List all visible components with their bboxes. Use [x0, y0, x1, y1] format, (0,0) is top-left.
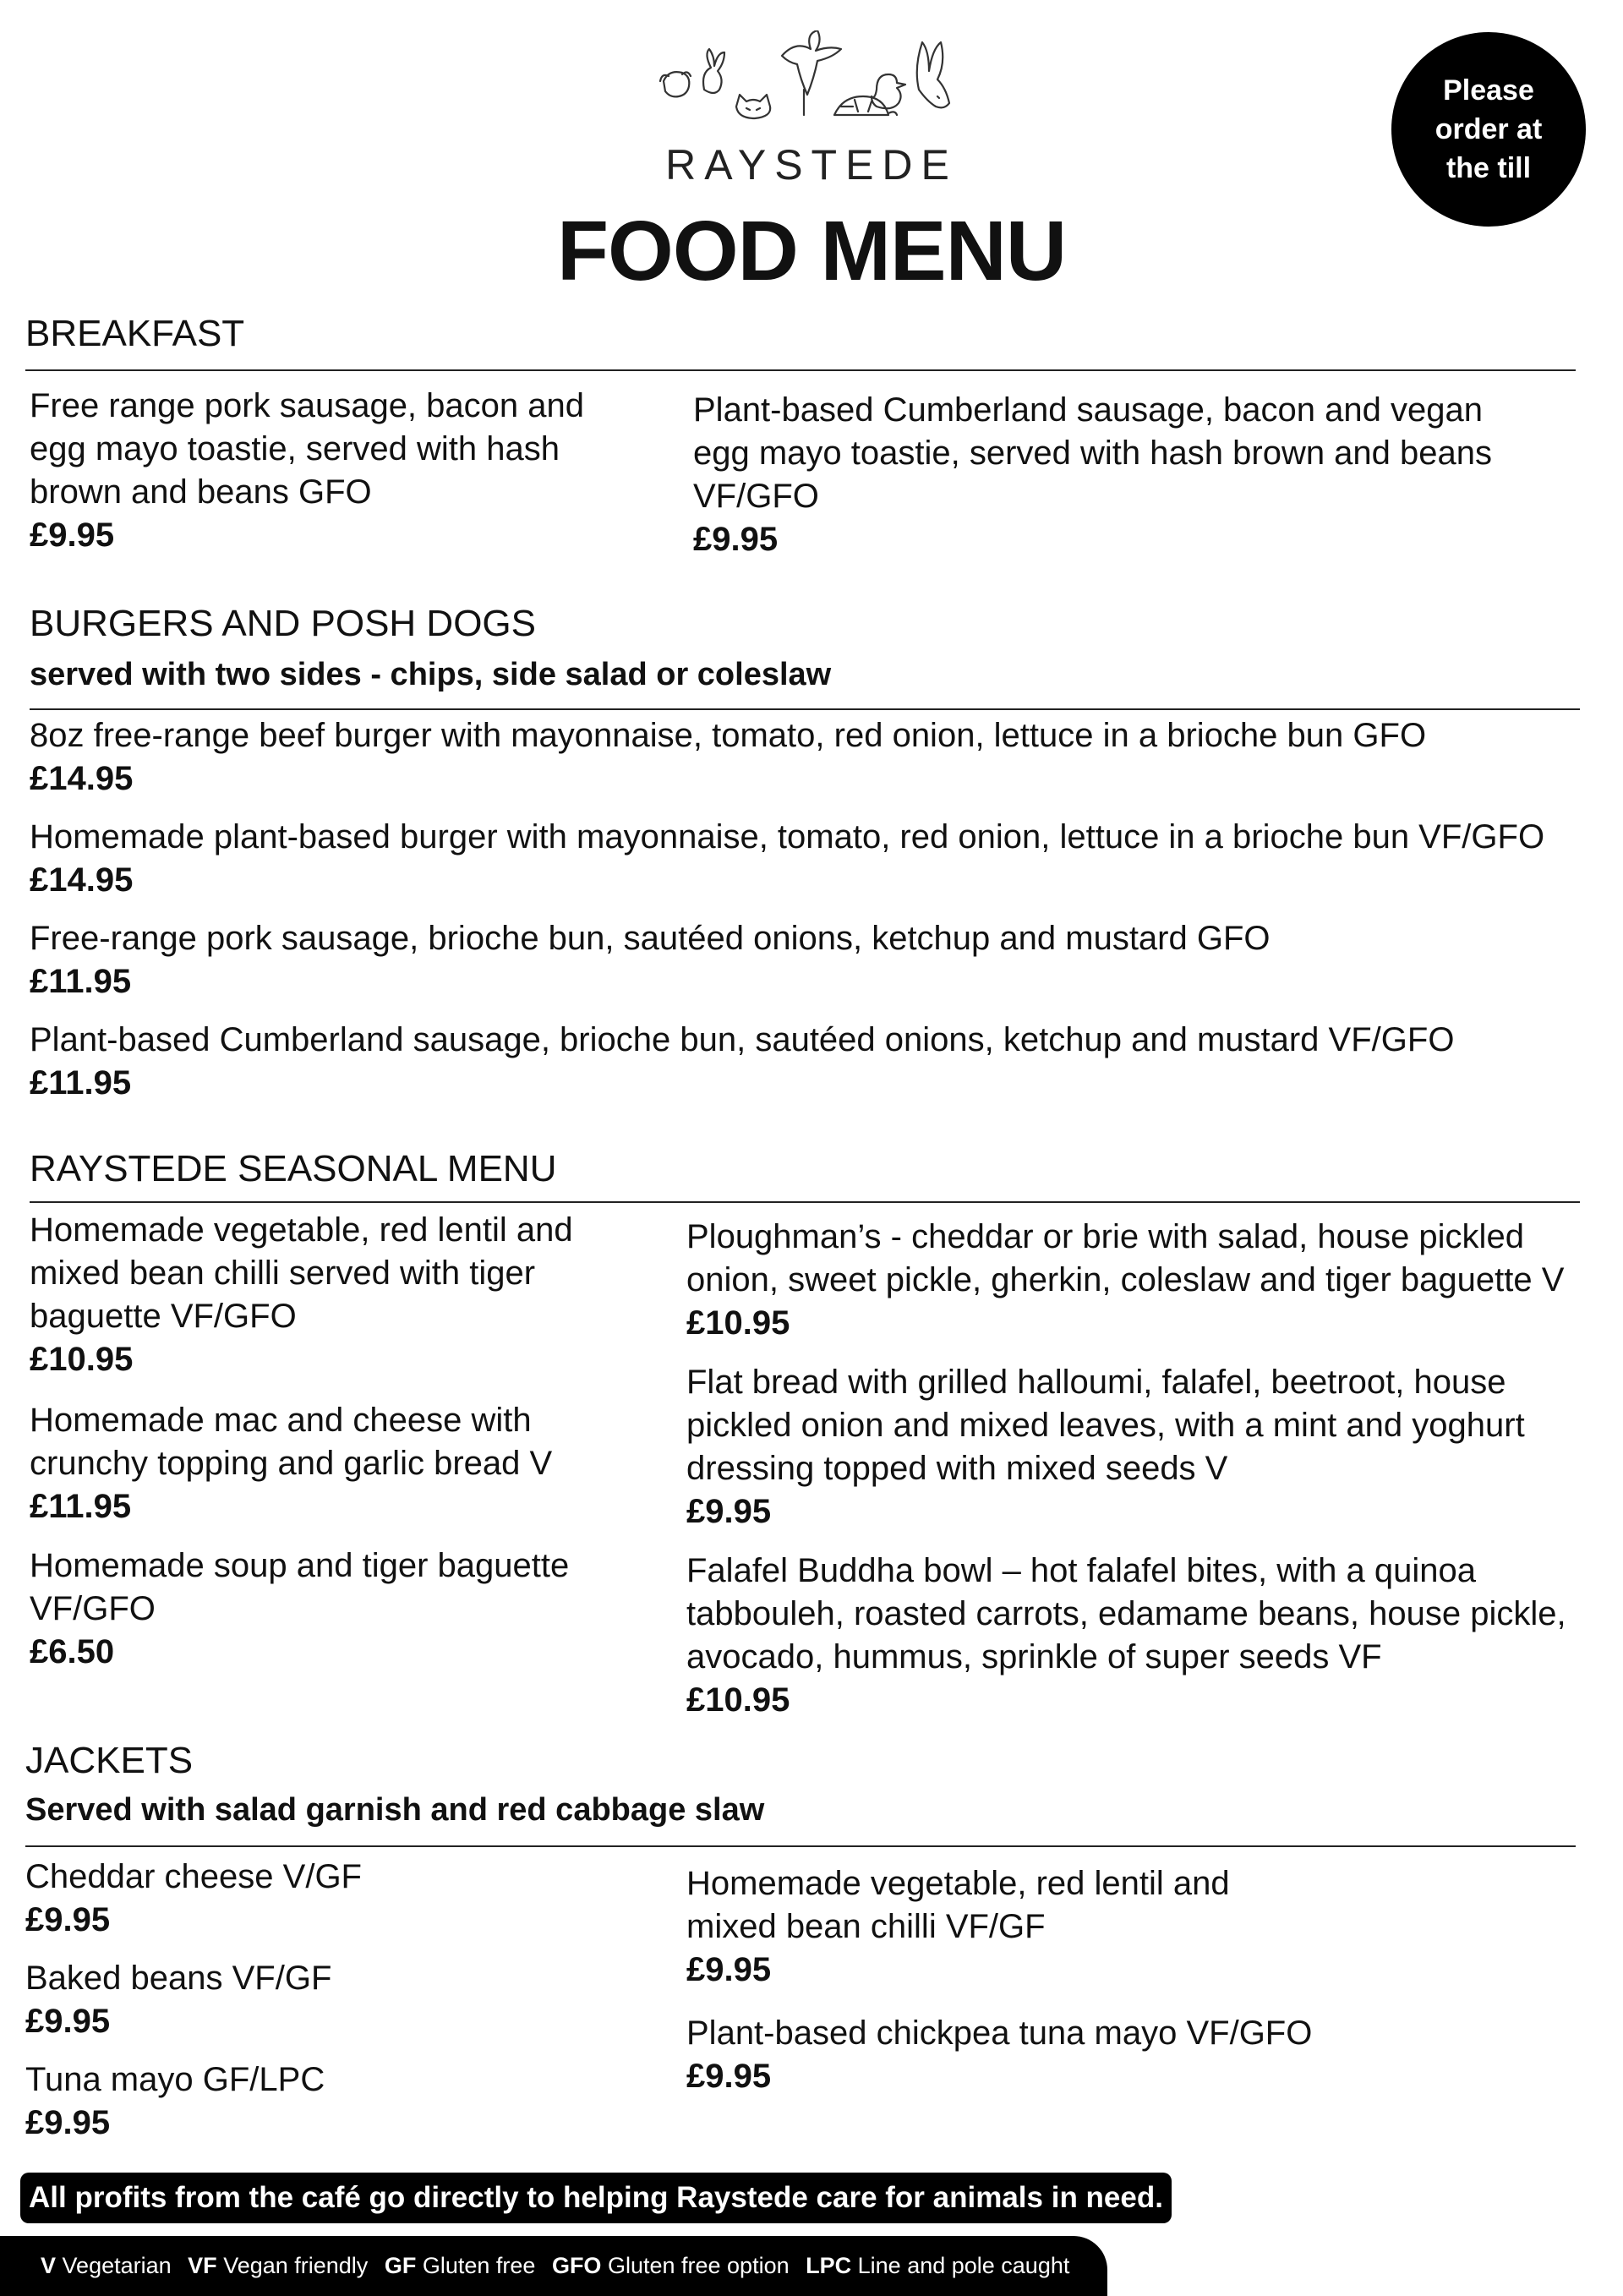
item-price: £10.95 [686, 1681, 790, 1719]
menu-item [30, 1544, 638, 1673]
menu-item [25, 2058, 634, 2144]
item-price: £9.95 [686, 1493, 772, 1530]
legend-label: Vegan friendly [223, 2253, 369, 2278]
menu-item [686, 2012, 1532, 2097]
item-price: £14.95 [30, 760, 134, 797]
item-price: £10.95 [686, 1304, 790, 1342]
legend-key: VF [188, 2253, 217, 2278]
item-price: £11.95 [30, 963, 132, 1000]
item-description: Free range pork sausage, bacon and egg mayo toastie, served with hash brown and beans GFO [30, 387, 584, 511]
menu-item [686, 1862, 1295, 1991]
item-price: £9.95 [30, 517, 115, 554]
item-description: Plant-based chickpea tuna mayo VF/GFO [686, 2014, 1313, 2052]
item-description: Flat bread with grilled halloumi, falafel, beetroot, house pickled onion and mixed leaves, with a mint and yoghurt dressing topped with mixed seeds V [686, 1364, 1525, 1487]
legend-key: GF [384, 2253, 417, 2278]
item-price: £9.95 [693, 521, 779, 558]
item-description: Cheddar cheese V/GF [25, 1858, 362, 1895]
item-price: £9.95 [686, 1951, 772, 1988]
item-description: Ploughman’s - cheddar or brie with salad, house pickled onion, sweet pickle, gherkin, coleslaw and tiger baguette V [686, 1218, 1565, 1298]
item-price: £10.95 [30, 1341, 134, 1378]
section-title-seasonal: RAYSTEDE SEASONAL MENU [30, 1148, 557, 1189]
menu-item [686, 1361, 1599, 1533]
item-description: Homemade plant-based burger with mayonnaise, tomato, red onion, lettuce in a brioche bun VF/GFO [30, 818, 1545, 856]
badge-text: Please order at the till [1434, 74, 1543, 184]
legend-label: Gluten free option [607, 2253, 790, 2278]
section-title-breakfast: BREAKFAST [25, 313, 245, 354]
order-at-till-badge [1391, 32, 1586, 227]
legend-label: Gluten free [422, 2253, 536, 2278]
brand-name: RAYSTEDE [665, 141, 958, 189]
section-title-burgers: BURGERS AND POSH DOGS [30, 603, 537, 644]
legend-label: Line and pole caught [857, 2253, 1070, 2278]
profits-banner: All profits from the café go directly to helping Raystede care for animals in need. [20, 2173, 1172, 2223]
section-title-jackets: JACKETS [25, 1740, 194, 1781]
item-price: £11.95 [30, 1488, 132, 1525]
item-description: Homemade vegetable, red lentil and mixed bean chilli served with tiger baguette VF/GFO [30, 1211, 573, 1335]
section-subtitle-burgers: served with two sides - chips, side salad or coleslaw [30, 657, 832, 692]
page-title: FOOD MENU [556, 204, 1067, 298]
item-price: £9.95 [25, 1901, 111, 1938]
item-price: £14.95 [30, 861, 134, 899]
item-price: £6.50 [30, 1633, 115, 1670]
legend-key: V [41, 2253, 57, 2278]
section-divider [25, 369, 1576, 371]
menu-item [686, 1216, 1599, 1344]
menu-item [25, 1957, 634, 2042]
item-description: Plant-based Cumberland sausage, brioche bun, sautéed onions, ketchup and mustard VF/GFO [30, 1021, 1455, 1058]
section-divider [30, 708, 1580, 710]
item-description: Baked beans VF/GF [25, 1960, 332, 1997]
legend-key: LPC [806, 2253, 852, 2278]
menu-item [30, 714, 1610, 800]
menu-item [30, 1209, 638, 1380]
legend-key: GFO [551, 2253, 602, 2278]
item-description: Homemade mac and cheese with crunchy topping and garlic bread V [30, 1402, 553, 1482]
item-price: £9.95 [25, 2003, 111, 2040]
menu-item [30, 1019, 1610, 1104]
menu-item [693, 389, 1496, 560]
section-divider [30, 1201, 1580, 1203]
item-description: Homemade soup and tiger baguette VF/GFO [30, 1547, 570, 1627]
section-subtitle-jackets: Served with salad garnish and red cabbage slaw [25, 1792, 765, 1828]
dietary-legend [0, 2236, 1107, 2296]
menu-item [686, 1550, 1599, 1721]
item-description: 8oz free-range beef burger with mayonnaise, tomato, red onion, lettuce in a brioche bun GFO [30, 717, 1427, 754]
item-description: Homemade vegetable, red lentil and mixed bean chilli VF/GF [686, 1865, 1230, 1945]
item-description: Tuna mayo GF/LPC [25, 2061, 325, 2098]
item-description: Falafel Buddha bowl – hot falafel bites, with a quinoa tabbouleh, roasted carrots, edamame beans, house pickle, avocado, hummus, sprinkle of super seeds VF [686, 1552, 1566, 1676]
item-price: £9.95 [686, 2058, 772, 2095]
item-description: Plant-based Cumberland sausage, bacon and vegan egg mayo toastie, served with hash brown and beans VF/GFO [693, 391, 1493, 515]
menu-item [30, 1399, 638, 1528]
menu-item [25, 1856, 634, 1941]
raystede-animals-logo [655, 30, 976, 132]
menu-item [30, 816, 1619, 901]
section-divider [25, 1845, 1576, 1847]
menu-item [30, 917, 1610, 1003]
menu-item [30, 385, 621, 556]
item-price: £9.95 [25, 2104, 111, 2141]
item-price: £11.95 [30, 1064, 132, 1102]
legend-label: Vegetarian [62, 2253, 172, 2278]
item-description: Free-range pork sausage, brioche bun, sautéed onions, ketchup and mustard GFO [30, 920, 1271, 957]
